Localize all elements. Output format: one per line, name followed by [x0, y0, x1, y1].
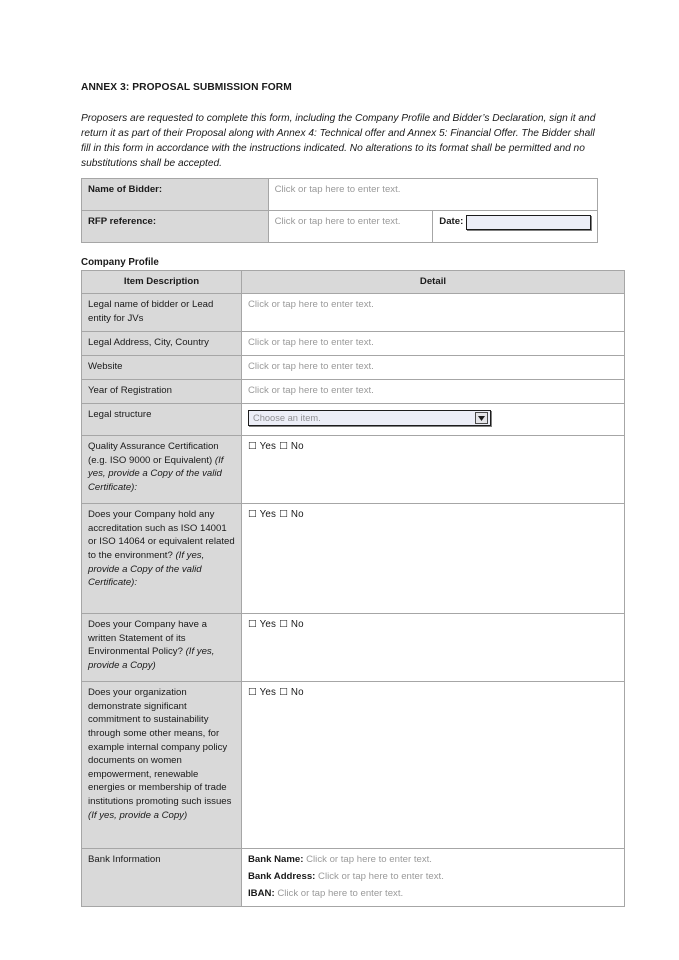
row-input-legal-name[interactable] — [242, 294, 625, 332]
row-input-year-of-registration[interactable] — [242, 380, 625, 404]
column-header-detail: Detail — [242, 270, 625, 294]
name-of-bidder-input[interactable]: Click or tap here to enter text. — [274, 183, 401, 195]
environmental-policy-label-italic: (If yes, provide a Copy) — [88, 646, 215, 671]
iso-accreditation-label-italic: (If yes, provide a Copy of the valid Certificate): — [88, 549, 205, 589]
yes-label: Yes — [259, 687, 277, 699]
row-input-environmental-policy — [242, 614, 625, 682]
row-label-environmental-policy — [82, 614, 242, 682]
bank-name-line[interactable] — [248, 853, 618, 867]
bank-address-label: Bank Address: — [248, 871, 316, 883]
yes-no-group — [248, 441, 304, 452]
sustainability-commitment-label: Does your organization demonstrate significant commitment to sustainability through some other means, for example internal company policy documents on women empowerment, renewable energies or membership of trade institutions promoting such issues — [88, 687, 232, 807]
website-input[interactable]: Click or tap here to enter text. — [248, 361, 374, 373]
row-input-iso-accreditation — [242, 504, 625, 614]
bank-name-label: Bank Name: — [248, 854, 304, 866]
table-row — [82, 294, 625, 332]
rfp-reference-input[interactable]: Click or tap here to enter text. — [274, 215, 401, 227]
row-input-bank-information — [242, 849, 625, 907]
name-of-bidder-label: Name of Bidder: — [88, 183, 163, 195]
yes-no-group — [248, 619, 304, 630]
legal-address-input[interactable]: Click or tap here to enter text. — [248, 337, 374, 349]
row-input-website[interactable] — [242, 356, 625, 380]
row-label-website: Website — [82, 356, 242, 380]
environmental-policy-label: Does your Company have a written Statement of its Environmental Policy? — [88, 619, 207, 658]
iban-label: IBAN: — [248, 888, 275, 900]
date-cell — [433, 210, 598, 242]
yes-label: Yes — [259, 509, 277, 521]
row-input-sustainability-commitment — [242, 682, 625, 849]
legal-name-input[interactable]: Click or tap here to enter text. — [248, 299, 374, 311]
row-label-year-of-registration: Year of Registration — [82, 380, 242, 404]
table-row — [82, 436, 625, 504]
name-of-bidder-label-cell — [82, 178, 269, 210]
company-profile-table — [81, 270, 625, 907]
rfp-reference-input-cell[interactable] — [268, 210, 433, 242]
row-input-quality-assurance — [242, 436, 625, 504]
column-header-item-description: Item Description — [82, 270, 242, 294]
no-label: No — [290, 441, 304, 453]
row-label-legal-structure: Legal structure — [82, 404, 242, 436]
iban-input[interactable]: Click or tap here to enter text. — [277, 888, 404, 900]
iban-line[interactable] — [248, 887, 618, 901]
row-label-iso-accreditation — [82, 504, 242, 614]
no-label: No — [290, 619, 304, 631]
yes-label: Yes — [259, 441, 277, 453]
checkbox-no[interactable]: ☐ — [279, 441, 288, 453]
yes-no-group — [248, 687, 304, 698]
row-label-sustainability-commitment — [82, 682, 242, 849]
checkbox-yes[interactable]: ☐ — [248, 619, 257, 631]
yes-label: Yes — [259, 619, 277, 631]
company-profile-caption: Company Profile — [81, 256, 159, 268]
name-of-bidder-input-cell[interactable] — [268, 178, 597, 210]
quality-assurance-label-italic: (If yes, provide a Copy of the valid Certificate): — [88, 454, 224, 493]
table-row — [82, 404, 625, 436]
table-row — [82, 210, 598, 242]
row-label-bank-information: Bank Information — [82, 849, 242, 907]
table-row — [82, 178, 598, 210]
checkbox-yes[interactable]: ☐ — [248, 441, 257, 453]
intro-paragraph: Proposers are requested to complete this form, including the Company Profile and Bidder’s Declaration, sign it and return it as part of their Proposal along with Annex 4: Technical offer and Annex 5: Financial Offer. The Bidder shall fill in this form in accordance with the instructions indicated. No alterations to its format shall be permitted and no substitutions shall be accepted. — [81, 112, 596, 169]
chevron-down-icon[interactable] — [475, 412, 488, 424]
checkbox-yes[interactable]: ☐ — [248, 687, 257, 699]
page-title: ANNEX 3: PROPOSAL SUBMISSION FORM — [81, 82, 292, 93]
bidder-info-table — [81, 178, 598, 243]
checkbox-no[interactable]: ☐ — [279, 509, 288, 521]
checkbox-yes[interactable]: ☐ — [248, 509, 257, 521]
table-row — [82, 380, 625, 404]
row-label-legal-name: Legal name of bidder or Lead entity for JVs — [82, 294, 242, 332]
row-input-legal-address[interactable] — [242, 332, 625, 356]
bank-address-line[interactable] — [248, 870, 618, 884]
legal-structure-dropdown[interactable] — [248, 410, 491, 426]
table-row — [82, 682, 625, 849]
iso-accreditation-label: Does your Company hold any accreditation such as ISO 14001 or ISO 14064 or equivalent related to the environment? — [88, 509, 235, 561]
sustainability-commitment-label-italic: (If yes, provide a Copy) — [88, 809, 188, 821]
bank-name-input[interactable]: Click or tap here to enter text. — [306, 854, 432, 866]
rfp-reference-label: RFP reference: — [88, 215, 157, 227]
checkbox-no[interactable]: ☐ — [279, 619, 288, 631]
quality-assurance-label: Quality Assurance Certification (e.g. ISO 9000 or Equivalent) — [88, 441, 219, 466]
table-header-row — [82, 270, 625, 294]
row-label-quality-assurance — [82, 436, 242, 504]
table-row — [82, 356, 625, 380]
table-row — [82, 849, 625, 907]
no-label: No — [290, 687, 304, 699]
bank-address-input[interactable]: Click or tap here to enter text. — [318, 871, 444, 883]
date-label: Date: — [439, 216, 464, 228]
row-label-legal-address: Legal Address, City, Country — [82, 332, 242, 356]
year-of-registration-input[interactable]: Click or tap here to enter text. — [248, 385, 374, 397]
row-input-legal-structure[interactable] — [242, 404, 625, 436]
table-row — [82, 332, 625, 356]
table-row — [82, 504, 625, 614]
table-row — [82, 614, 625, 682]
date-input[interactable] — [466, 215, 591, 230]
no-label: No — [290, 509, 304, 521]
rfp-reference-label-cell — [82, 210, 269, 242]
yes-no-group — [248, 509, 304, 520]
checkbox-no[interactable]: ☐ — [279, 687, 288, 699]
legal-structure-selected-value: Choose an item. — [253, 412, 321, 423]
